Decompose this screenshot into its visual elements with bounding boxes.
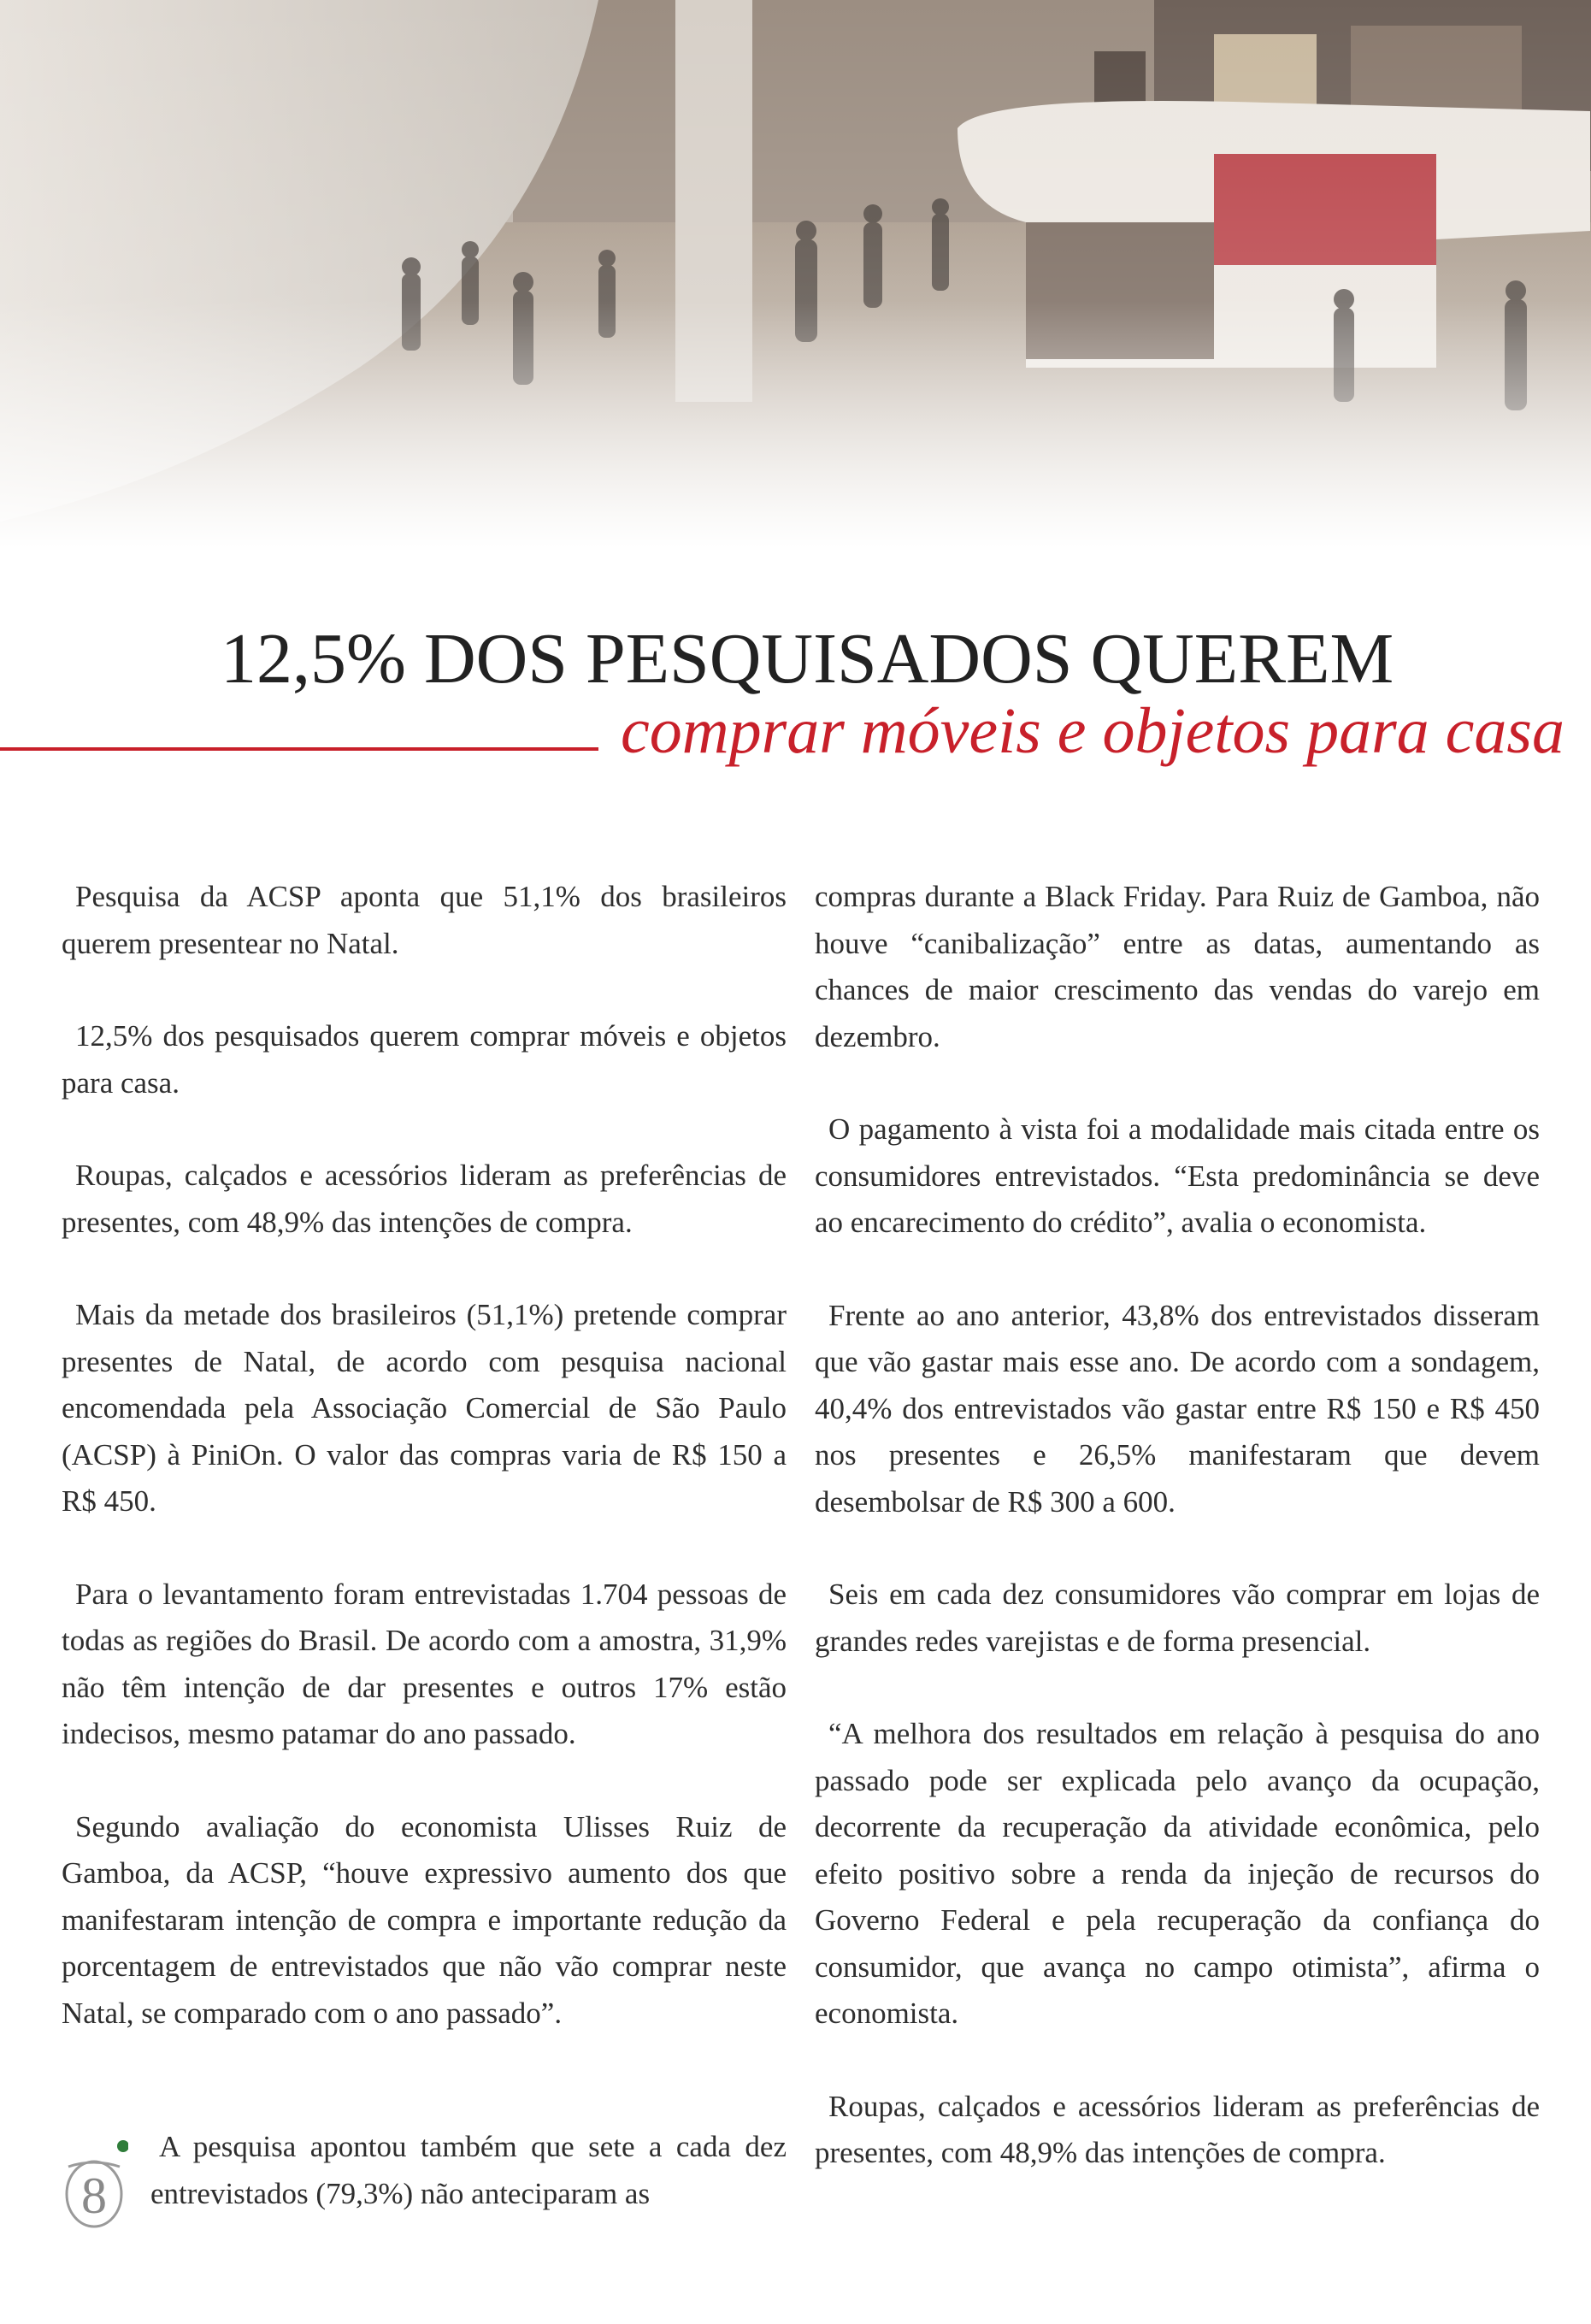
page-number: 8 — [81, 2168, 107, 2224]
page-subtitle: comprar móveis e objetos para casa — [621, 695, 1564, 767]
paragraph: Roupas, calçados e acessórios lideram as preferências de presentes, com 48,9% das intenções de compra. — [62, 1159, 787, 1239]
article-right-column — [815, 874, 1540, 2223]
paragraph: Frente ao ano anterior, 43,8% dos entrevistados disseram que vão gastar mais esse ano. De acordo com a sondagem, 40,4% dos entrevistados vão gastar entre R$ 150 e R$ 450 nos presentes e 26,5% manifestaram que devem desembolsar de R$ 300 a 600. — [815, 1298, 1540, 1519]
paragraph: compras durante a Black Friday. Para Ruiz de Gamboa, não houve “canibalização” entre as datas, aumentando as chances de maior crescimento das vendas do varejo em dezembro. — [815, 880, 1540, 1053]
paragraph: Segundo avaliação do economista Ulisses Ruiz de Gamboa, da ACSP, “houve expressivo aumento dos que manifestaram intenção de compra e importante redução da porcentagem de entrevistados que não vão comprar neste Natal, se comparado com o ano passado”. — [62, 1809, 787, 2030]
paragraph: Pesquisa da ACSP aponta que 51,1% dos brasileiros querem presentear no Natal. — [62, 880, 787, 960]
article-left-column — [62, 874, 787, 2083]
hero-photo — [0, 0, 1591, 547]
paragraph: O pagamento à vista foi a modalidade mais citada entre os consumidores entrevistados. “Esta predominância se deve ao encarecimento do crédito”, avalia o economista. — [815, 1112, 1540, 1239]
paragraph: Mais da metade dos brasileiros (51,1%) pretende comprar presentes de Natal, de acordo com pesquisa nacional encomendada pela Associação Comercial de São Paulo (ACSP) à PiniOn. O valor das compras varia de R$ 150 a R$ 450. — [62, 1298, 787, 1518]
paragraph: A pesquisa apontou também que sete a cada dez entrevistados (79,3%) não anteciparam as — [150, 2130, 787, 2210]
paragraph: “A melhora dos resultados em relação à pesquisa do ano passado pode ser explicada pelo avanço da ocupação, decorrente da recuperação da atividade econômica, pelo efeito positivo sobre a renda da injeção de recursos do Governo Federal e pela recuperação da confiança do consumidor, que avança no campo otimista”, afirma o economista. — [815, 1717, 1540, 2030]
mall-scene-image — [0, 0, 1591, 547]
paragraph: Roupas, calçados e acessórios lideram as preferências de presentes, com 48,9% das intenções de compra. — [815, 2089, 1540, 2169]
title-divider — [0, 747, 598, 751]
paragraph: Seis em cada dez consumidores vão comprar em lojas de grandes redes varejistas e de forma presencial. — [815, 1578, 1540, 1658]
paragraph: 12,5% dos pesquisados querem comprar móveis e objetos para casa. — [62, 1019, 787, 1100]
paragraph: Para o levantamento foram entrevistadas 1.704 pessoas de todas as regiões do Brasil. De acordo com a amostra, 31,9% não têm intenção de dar presentes e outros 17% estão indecisos, mesmo patamar do ano passado. — [62, 1577, 787, 1750]
page-title: 12,5% DOS PESQUISADOS QUEREM — [221, 619, 1394, 699]
